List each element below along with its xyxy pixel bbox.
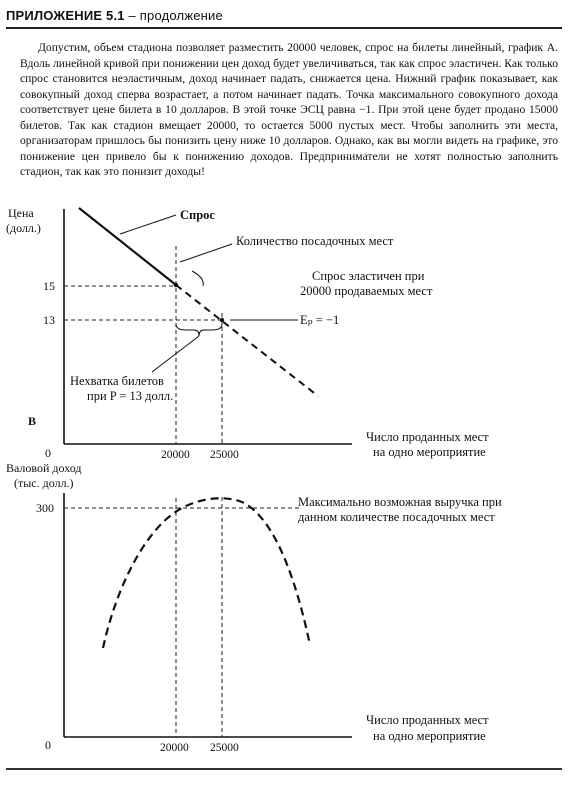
label-max-2: данном количестве посадочных мест: [298, 510, 495, 524]
revenue-xtick-20000: 20000: [160, 742, 189, 754]
demand-dashed-line: [176, 285, 318, 396]
appendix-subtitle: – продолжение: [128, 8, 223, 23]
price-origin: 0: [45, 446, 51, 460]
footer-divider: [6, 768, 562, 770]
appendix-title: ПРИЛОЖЕНИЕ 5.1: [6, 8, 125, 23]
revenue-chart: [6, 461, 502, 754]
label-max-1: Максимально возможная выручка при: [298, 495, 502, 509]
panel-letter: В: [28, 414, 37, 428]
price-ylabel-1: Цена: [8, 206, 34, 220]
label-demand: Спрос: [180, 208, 215, 222]
shortage-brace: [176, 324, 222, 336]
point-unit-elastic: [220, 318, 224, 322]
label-ep: Eₚ = −1: [300, 313, 340, 327]
label-elastic-1: Спрос эластичен при: [312, 269, 425, 283]
revenue-curve: [103, 498, 310, 648]
point-elastic: [174, 283, 178, 287]
label-shortage-1: Нехватка билетов: [70, 374, 164, 388]
revenue-tick-300: 300: [36, 501, 54, 515]
price-ylabel-2: (долл.): [6, 221, 41, 235]
price-xlabel-1: Число проданных мест: [366, 430, 489, 444]
price-tick-13: 13: [43, 313, 55, 327]
body-paragraph: Допустим, объем стадиона позволяет разместить 20000 человек, спрос на билеты линейный, график А. Вдоль линейной кривой при понижении цен доход будет увеличиваться, так как спрос эластичен. Как только спрос становится неэластичным, доход начинает падать, снижается цена. Нижний график показывает, как совокупный доход сперва возрастает, а потом начинает падать. Точка максимального совокупного дохода соответствует цене билета в 10 долларов. В этой точке ЭСЦ равна −1. При этой цене будет продано 15000 билетов. Так как стадион вмещает 20000, то остается 5000 пустых мест. Чтобы заполнить эти места, организаторам пришлось бы понизить цену ниже 10 долларов. Однако, как вы могли видеть на графике, это понижение цен привело бы к понижению доходов. Предприниматели не хотят полностью заполнить стадион, так как это понизит доходы!: [20, 41, 558, 178]
arrow-seats: [180, 244, 232, 262]
revenue-xlabel-2: на одно мероприятие: [373, 729, 486, 743]
revenue-ylabel-1: Валовой доход: [6, 461, 82, 475]
label-shortage-2: при P = 13 долл.: [87, 389, 174, 403]
arrow-elastic: [192, 271, 203, 286]
label-elastic-2: 20000 продаваемых мест: [300, 284, 433, 298]
arrow-demand: [120, 215, 176, 234]
price-xlabel-2: на одно мероприятие: [373, 445, 486, 459]
revenue-xlabel-1: Число проданных мест: [366, 713, 489, 727]
price-xtick-20000: 20000: [161, 449, 190, 461]
price-tick-15: 15: [43, 279, 55, 293]
price-chart: [6, 206, 489, 461]
price-xtick-25000: 25000: [210, 449, 239, 461]
revenue-ylabel-2: (тыс. долл.): [14, 476, 74, 490]
label-seats: Количество посадочных мест: [236, 234, 394, 248]
revenue-xtick-25000: 25000: [210, 742, 239, 754]
revenue-origin: 0: [45, 738, 51, 752]
